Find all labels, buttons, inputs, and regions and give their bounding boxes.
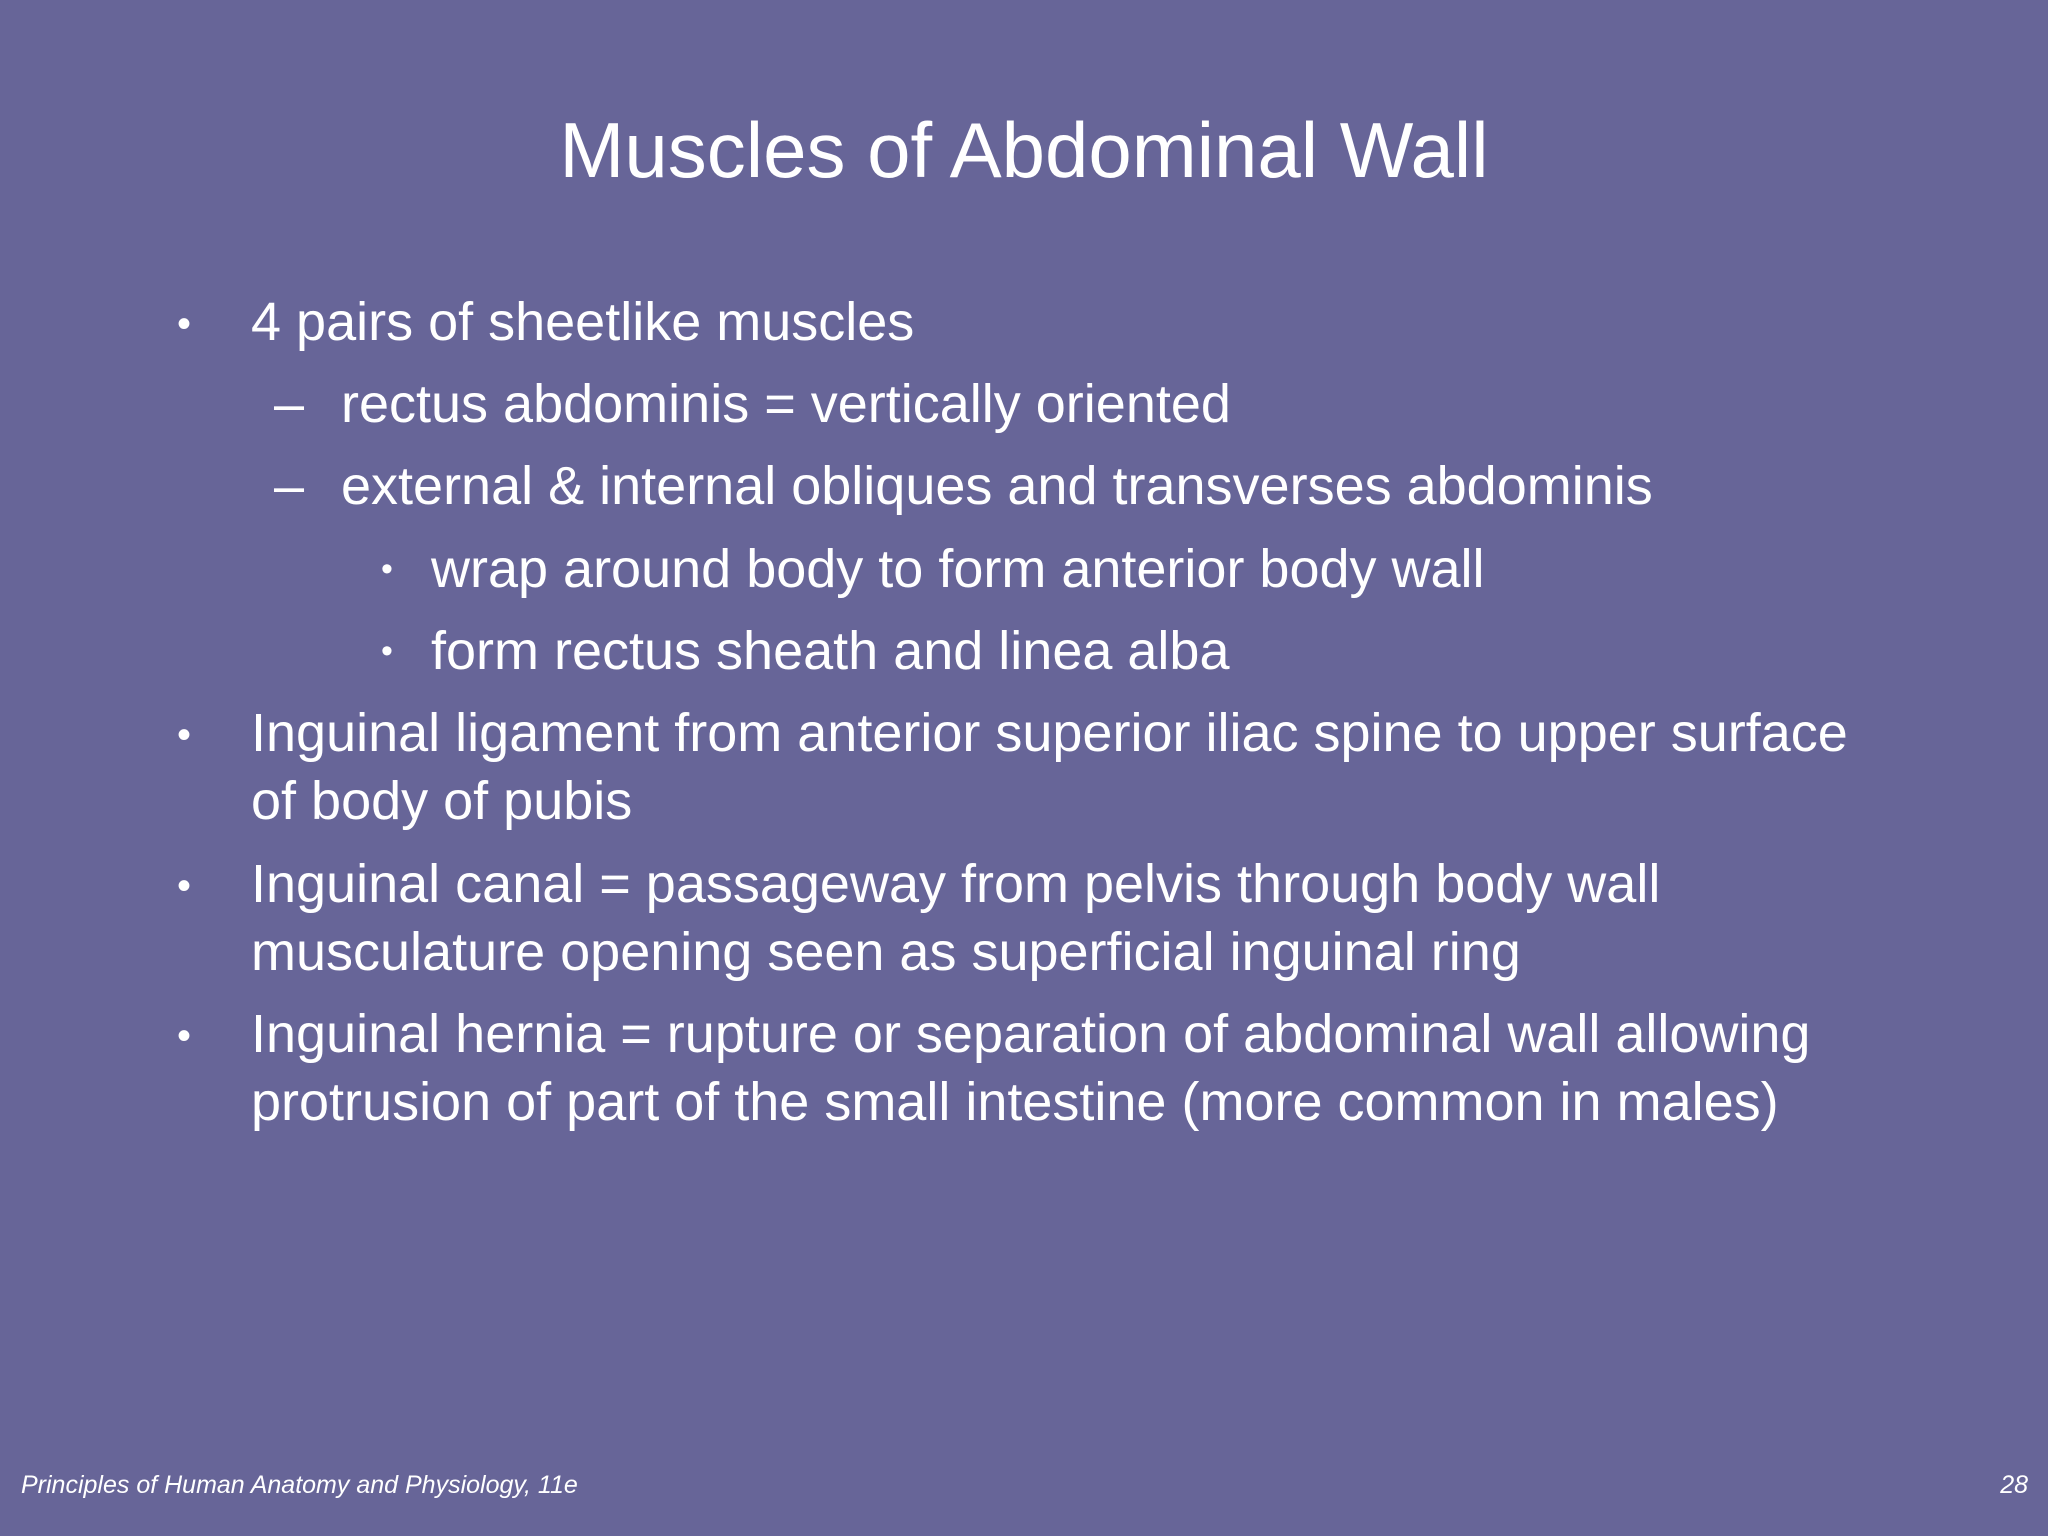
sub-sub-item: wrap around body to form anterior body wall bbox=[431, 539, 1485, 599]
bullet-item-line: Inguinal canal = passageway from pelvis through body wall bbox=[251, 854, 1661, 914]
sub-bullet-marker: • bbox=[381, 632, 393, 670]
dash-marker: – bbox=[274, 456, 305, 516]
bullet-marker: • bbox=[177, 864, 192, 908]
bullet-item-line: protrusion of part of the small intestine (more common in males) bbox=[251, 1072, 1779, 1132]
sub-sub-item: form rectus sheath and linea alba bbox=[431, 621, 1230, 681]
bullet-marker: • bbox=[177, 302, 192, 346]
footer-page-number: 28 bbox=[2000, 1471, 2028, 1499]
bullet-marker: • bbox=[177, 713, 192, 757]
slide-title: Muscles of Abdominal Wall bbox=[559, 106, 1489, 194]
bullet-marker: • bbox=[177, 1014, 192, 1058]
footer-book-title: Principles of Human Anatomy and Physiology, 11e bbox=[21, 1471, 578, 1499]
sub-item: external & internal obliques and transverses abdominis bbox=[341, 456, 1653, 516]
bullet-item-line: Inguinal hernia = rupture or separation of abdominal wall allowing bbox=[251, 1004, 1811, 1064]
bullet-item: 4 pairs of sheetlike muscles bbox=[251, 292, 915, 352]
bullet-item-line: musculature opening seen as superficial inguinal ring bbox=[251, 922, 1521, 982]
bullet-item-line: Inguinal ligament from anterior superior iliac spine to upper surface bbox=[251, 703, 1848, 763]
bullet-item-line: of body of pubis bbox=[251, 771, 633, 831]
sub-bullet-marker: • bbox=[381, 550, 393, 588]
dash-marker: – bbox=[274, 374, 305, 434]
sub-item: rectus abdominis = vertically oriented bbox=[341, 374, 1231, 434]
